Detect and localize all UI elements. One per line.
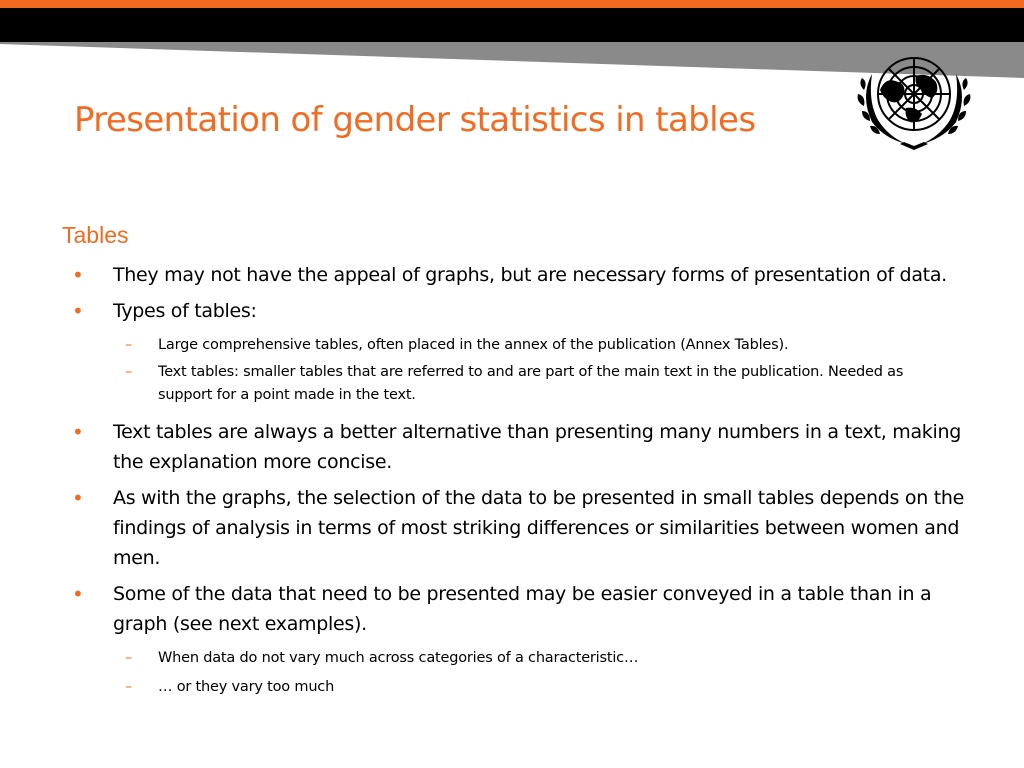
section-heading: Tables (62, 222, 129, 248)
bullet-text: Text tables are always a better alternative than presenting many numbers in a text, making the explanation more concise. (113, 421, 961, 473)
bullet-marker: • (72, 263, 84, 287)
sub-bullet-text: When data do not vary much across categories of a characteristic… (158, 650, 639, 666)
top-accent-bar (0, 0, 1024, 8)
bullet-item (72, 483, 972, 573)
bullet-marker: • (72, 486, 84, 510)
sub-bullet-marker: – (125, 650, 133, 666)
header-black-bar (0, 7, 1024, 42)
sub-bullet-text: Large comprehensive tables, often placed in the annex of the publication (Annex Tables). (158, 337, 789, 353)
sub-bullet-item (72, 332, 938, 358)
un-emblem-icon (850, 46, 978, 156)
bullet-marker: • (72, 420, 84, 444)
bullet-item (72, 579, 972, 639)
sub-bullet-text: … or they vary too much (158, 679, 335, 695)
sub-bullet-item (72, 645, 938, 671)
bullet-item (72, 296, 972, 326)
sub-bullet-marker: – (125, 679, 133, 695)
bullet-text: Types of tables: (113, 300, 257, 322)
bullet-text: They may not have the appeal of graphs, but are necessary forms of presentation of data. (113, 264, 947, 286)
bullet-text: As with the graphs, the selection of the data to be presented in small tables depends on the findings of analysis in terms of most striking differences or similarities between women and men. (113, 487, 964, 569)
bullet-marker: • (72, 582, 84, 606)
sub-bullet-item (72, 361, 938, 407)
sub-bullet-item (72, 674, 938, 700)
sub-bullet-marker: – (125, 337, 133, 353)
bullet-marker: • (72, 299, 84, 323)
sub-bullet-marker: – (125, 364, 133, 380)
bullet-text: Some of the data that need to be presented may be easier conveyed in a table than in a graph (see next examples). (113, 583, 932, 635)
bullet-list (72, 260, 972, 703)
bullet-item (72, 260, 972, 290)
slide-title: Presentation of gender statistics in tables (74, 100, 756, 140)
sub-bullet-text: Text tables: smaller tables that are referred to and are part of the main text in the publication. Needed as support for a point made in the text. (158, 364, 904, 403)
bullet-item (72, 417, 972, 477)
